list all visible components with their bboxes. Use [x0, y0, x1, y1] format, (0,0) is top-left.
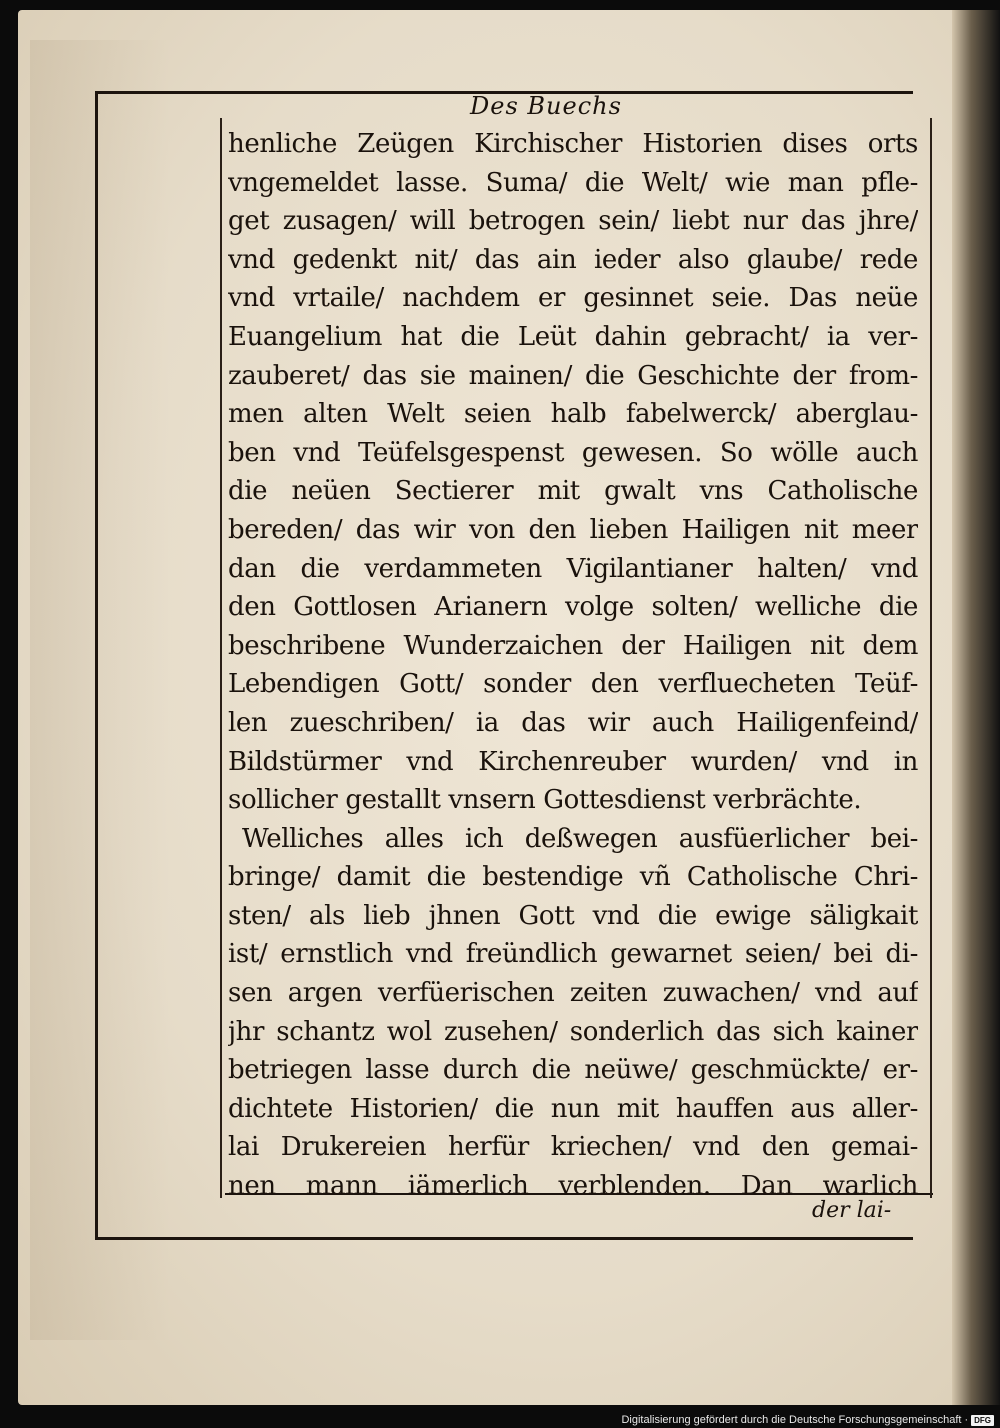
text-line: Euangelium hat die Leüt dahin gebracht/ ia ver-	[228, 321, 918, 352]
binding-shadow	[952, 10, 1000, 1405]
text-line: betriegen lasse durch die neüwe/ geschmückte/ er-	[228, 1055, 918, 1086]
text-line: Lebendigen Gott/ sonder den verfluecheten Teüf-	[228, 669, 918, 700]
running-head: Des Buechs	[470, 92, 622, 120]
footer-text: Digitalisierung gefördert durch die Deutsche Forschungsgemeinschaft	[621, 1414, 962, 1426]
paragraph-start-line: Welliches alles ich deßwegen ausfüerlicher bei-	[242, 823, 918, 854]
text-line: bringe/ damit die bestendige vñ Catholische Chri-	[228, 862, 918, 893]
footer-separator: ·	[964, 1414, 969, 1426]
text-line: vnd vrtaile/ nachdem er gesinnet seie. Das neüe	[228, 283, 918, 314]
text-line: sten/ als lieb jhnen Gott vnd die ewige säligkait	[228, 900, 918, 931]
text-line: sen argen verfüerischen zeiten zuwachen/ vnd auf	[228, 978, 918, 1009]
dfg-logo: DFG	[971, 1415, 994, 1426]
catchword: der lai-	[812, 1198, 892, 1223]
text-line: men alten Welt seien halb fabelwerck/ aberglau-	[228, 399, 918, 430]
text-line: dan die verdammeten Vigilantianer halten/ vnd	[228, 553, 918, 584]
text-line: den Gottlosen Arianern volge solten/ welliche die	[228, 592, 918, 623]
text-line: ist/ ernstlich vnd freündlich gewarnet seien/ bei di-	[228, 939, 918, 970]
footer-rule	[95, 1237, 913, 1240]
text-line: Bildstürmer vnd Kirchenreuber wurden/ vnd in	[228, 746, 918, 777]
text-line: ben vnd Teüfelsgespenst gewesen. So wölle auch	[228, 437, 918, 468]
text-line: lai Drukereien herfür kriechen/ vnd den gemai-	[228, 1132, 918, 1163]
text-line: nen mann iämerlich verblenden. Dan warlich	[228, 1171, 918, 1202]
text-line: jhr schantz wol zusehen/ sonderlich das sich kainer	[228, 1016, 918, 1047]
text-line: vnd gedenkt nit/ das ain ieder also glaube/ rede	[228, 244, 918, 275]
text-line: bereden/ das wir von den lieben Hailigen nit meer	[228, 514, 918, 545]
text-line: vngemeldet lasse. Suma/ die Welt/ wie man pfle-	[228, 167, 918, 198]
text-line: zauberet/ das sie mainen/ die Geschichte der from-	[228, 360, 918, 391]
text-line: dichtete Historien/ die nun mit hauffen aus aller-	[228, 1093, 918, 1124]
text-line: get zusagen/ will betrogen sein/ liebt nur das jhre/	[228, 206, 918, 237]
digitization-footer	[621, 1414, 994, 1426]
text-line: sollicher gestallt vnsern Gottesdienst verbrächte.	[228, 785, 862, 816]
text-right-rule	[930, 118, 932, 1198]
text-line: henliche Zeügen Kirchischer Historien dises orts	[228, 129, 918, 159]
text-line: beschribene Wunderzaichen der Hailigen nit dem	[228, 630, 918, 661]
body-text	[228, 125, 918, 1206]
text-line: die neüen Sectierer mit gwalt vns Catholische	[228, 476, 918, 507]
text-left-rule	[220, 118, 222, 1198]
text-line: len zueschriben/ ia das wir auch Hailigenfeind/	[228, 707, 918, 738]
